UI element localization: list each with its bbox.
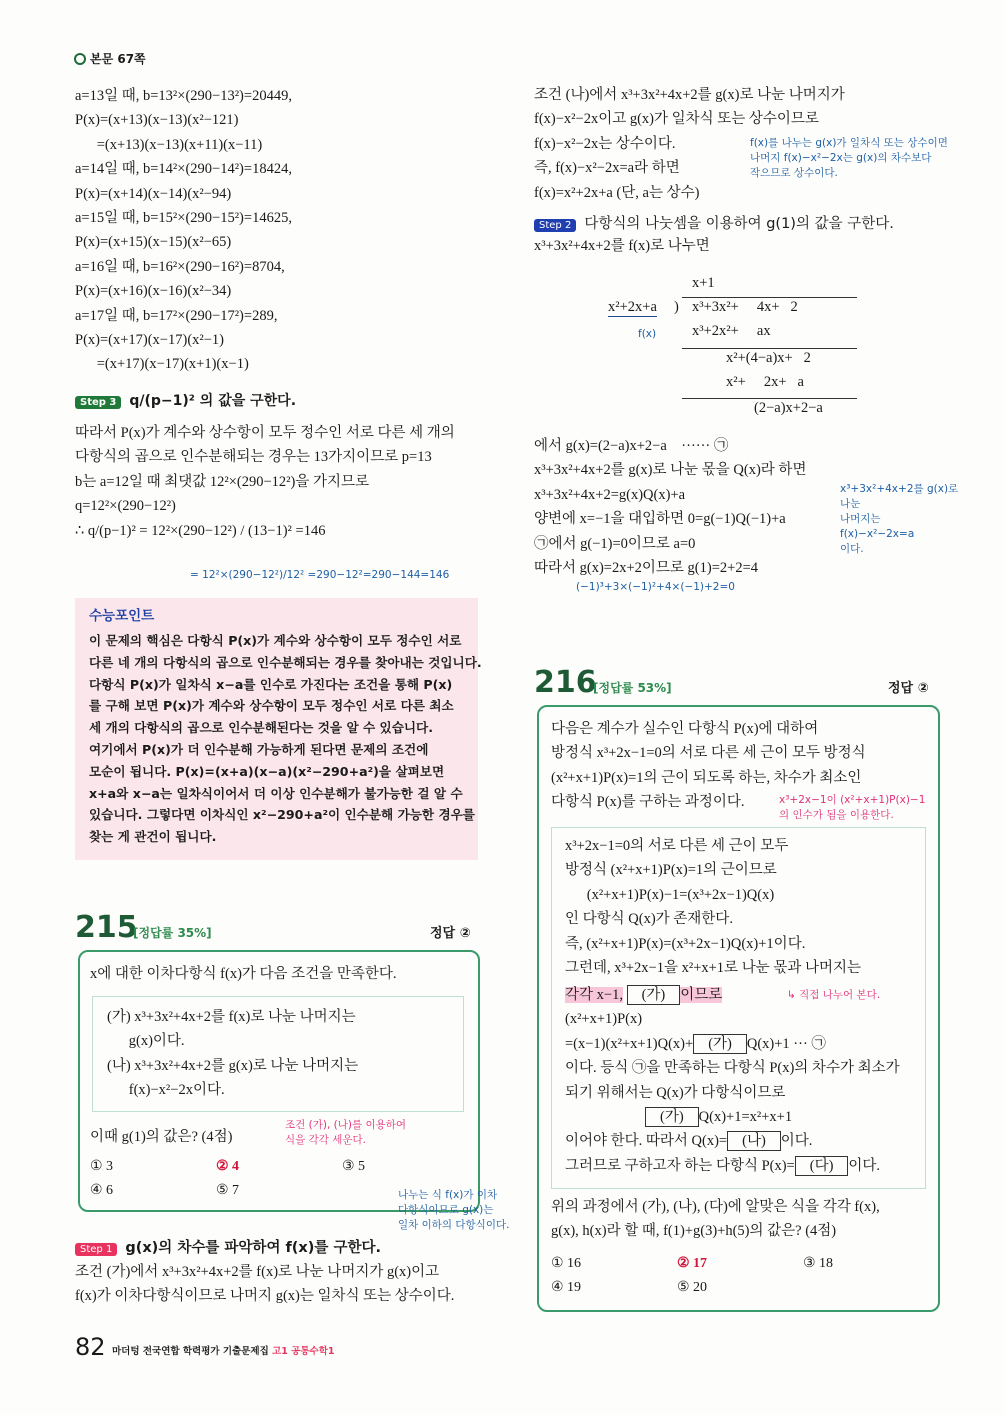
text-line: 다항식 P(x)를 구하는 과정이다.: [551, 794, 745, 811]
choice-4[interactable]: ④ 19: [551, 1280, 582, 1295]
text-line: 방정식 (x²+x+1)P(x)=1의 근이므로: [565, 862, 777, 879]
hint-note: ↳ 직접 나누어 본다.: [787, 989, 881, 1001]
text-line: f(x)가 이차다항식이므로 나머지 g(x)는 일차식 또는 상수이다.: [75, 1288, 455, 1305]
process-lines: [565, 834, 861, 980]
text-line: q=12²×(290−12²): [75, 498, 176, 515]
text-line: 다른 네 개의 다항식의 곱으로 인수분해되는 경우를 찾아내는 것입니다.: [89, 654, 482, 670]
note-substitution: (−1)³+3×(−1)²+4×(−1)+2=0: [576, 581, 735, 593]
choice-2[interactable]: ② 4: [216, 1159, 240, 1174]
choice-4[interactable]: ④ 6: [90, 1183, 114, 1198]
text-line: 조건 (가)에서 x³+3x²+4x+2를 f(x)로 나눈 나머지가 g(x)이고: [75, 1264, 440, 1280]
choice-1[interactable]: ① 3: [90, 1159, 114, 1174]
choice-5[interactable]: ⑤ 20: [677, 1280, 708, 1295]
text-line: 작으므로 상수이다.: [750, 167, 838, 179]
text-line: x³+3x²+4x+2를 f(x)로 나누면: [534, 238, 710, 254]
blank-ga: (가): [693, 1034, 747, 1054]
text-line: 일차 이하의 다항식이다.: [398, 1219, 510, 1231]
text-line: 세 개의 다항식의 곱으로 인수분해된다는 것을 알 수 있습니다.: [89, 720, 433, 736]
problem-question: 이때 g(1)의 값은? (4점): [90, 1129, 233, 1145]
text-line: (x²+x+1)P(x): [565, 1011, 643, 1028]
step3-badge: Step 3: [75, 396, 121, 409]
choice-5[interactable]: ⑤ 7: [216, 1183, 240, 1198]
text-line: x³+3x²+4x+2를 g(x)로 나눈: [840, 483, 959, 510]
problem-box: [78, 950, 480, 1212]
text-line: 있습니다. 그렇다면 이차식인 x²−290+a²이 인수분해 가능한 경우를: [89, 807, 475, 823]
process-box: x³+2x−1=0의 서로 다른 세 근이 모두 방정식 (x²+x+1)P(x)=1의 근이므로 (x²+x+1)P(x)−1=(x³+2x−1)Q(x) 인 다항식 Q(x)가 존재한다. 즉, (x²+x+1)P(x)=(x³+2x−1)Q(x)+1이다. 그런데, x³+2x−1을 x²+x+1로 나눈 몫과 나머지는 각각 x−1, (가) 이므로 (x²+x+1)P(x) =(x−1)(x²+x+1)Q(x)+ (가) Q(x)+1 ··· ㉠ 이다. 등식 ㉠을 만족하는 다항식 P(x)의 차수가 최소가 되기 위해서는 Q(x)가 다항식이므로 (가) Q(x)+1=x²+x+1 이어야 한다. 따라서 Q(x)= (나) 이다. 그러므로 구하고자 하는 다항식 P(x)= (다) 이다. ↳ 직접 나누어 본다.: [551, 827, 926, 1189]
text-line: (나) x³+3x²+4x+2를 g(x)로 나눈 나머지는: [107, 1057, 359, 1074]
text-line: a=16일 때, b=16²×(290−16²)=8704,: [75, 258, 285, 275]
step1-note: [398, 1188, 509, 1233]
text-line: 다항식의 곱으로 인수분해되는 경우는 13가지이므로 p=13: [75, 449, 432, 466]
text-line: 따라서 g(x)=2x+2이므로 g(1)=2+2=4: [534, 559, 758, 576]
text-line: g(x)이다.: [107, 1033, 185, 1050]
text-line: 이다. 등식 ㉠을 만족하는 다항식 P(x)의 차수가 최소가: [565, 1060, 900, 1077]
note-degree: [750, 136, 948, 181]
answer-label: 정답 ②: [430, 926, 471, 941]
text-line: ㉠에서 g(−1)=0이므로 a=0: [534, 535, 696, 552]
text-line: x³+2x−1이 (x²+x+1)P(x)−1: [779, 794, 926, 806]
blank-ga: (가): [627, 985, 681, 1005]
step3-note: = 12²×(290−12²)/12² =290−12²=290−144=146: [190, 569, 450, 581]
problem-number: 215: [75, 910, 138, 945]
step1-badge: Step 1: [75, 1243, 117, 1256]
blank-na: (나): [727, 1131, 781, 1151]
step2-badge: Step 2: [534, 219, 576, 232]
text-line: 즉, (x²+x+1)P(x)=(x³+2x−1)Q(x)+1이다.: [565, 935, 806, 952]
choice-1[interactable]: ① 16: [551, 1256, 582, 1271]
step3-lines: [75, 421, 455, 543]
hint-note: [285, 1118, 406, 1148]
text-line: P(x)=(x+16)(x−16)(x²−34): [75, 283, 232, 300]
text-line: g(x), h(x)라 할 때, f(1)+g(3)+h(5)의 값은? (4점): [551, 1223, 837, 1240]
text-line: 이 문제의 핵심은 다항식 P(x)가 계수와 상수항이 모두 정수인 서로: [89, 633, 462, 648]
step2-heading: Step 2 다항식의 나눗셈을 이용하여 g(1)의 값을 구한다.: [534, 212, 894, 233]
circle-icon: [74, 53, 86, 65]
text-line: 그런데, x³+2x−1을 x²+x+1로 나눈 몫과 나머지는: [565, 959, 861, 976]
text-line: 모순이 됩니다. P(x)=(x+a)(x−a)(x²−290+a²)을 살펴보면: [89, 763, 445, 779]
correct-rate: [정답률 53%]: [593, 681, 672, 695]
blank-da: (다): [795, 1156, 849, 1176]
text-line: 따라서 P(x)가 계수와 상수항이 모두 정수인 서로 다른 세 개의: [75, 425, 455, 441]
choice-3[interactable]: ③ 18: [803, 1256, 834, 1271]
text-line: f(x)−x²−2x이고 g(x)가 일차식 또는 상수이므로: [534, 111, 819, 128]
problem-box: [537, 705, 940, 1312]
text-line: f(x)−x²−2x는 상수이다.: [534, 135, 676, 152]
text-line: 인 다항식 Q(x)가 존재한다.: [565, 911, 733, 928]
page-reference: 본문 67쪽: [74, 50, 146, 67]
text-line: 나머지는: [840, 513, 881, 525]
note-remainder: [840, 482, 960, 557]
problem-number: 216: [534, 665, 597, 700]
text-line: 여기에서 P(x)가 더 인수분해 가능하게 된다면 문제의 조건에: [89, 741, 429, 757]
text-line: a=14일 때, b=14²×(290−14²)=18424,: [75, 161, 292, 178]
problem-question: [551, 1195, 880, 1244]
text-line: 찾는 게 관건이 됩니다.: [89, 829, 217, 845]
text-line: b는 a=12일 때 최댓값 12²×(290−12²)을 가지므로: [75, 473, 370, 490]
text-line: f(x)−x²−2x이다.: [107, 1082, 225, 1099]
choice-3[interactable]: ③ 5: [342, 1159, 366, 1174]
text-line: a=13일 때, b=13²×(290−13²)=20449,: [75, 88, 292, 104]
text-line: 즉, f(x)−x²−2x=a라 하면: [534, 160, 680, 177]
key-point-title: 수능포인트: [89, 608, 155, 624]
key-point-box: [75, 598, 482, 860]
key-point-lines: [89, 630, 482, 845]
solution-lines: [75, 84, 292, 377]
text-line: 위의 과정에서 (가), (나), (다)에 알맞은 식을 각각 f(x),: [551, 1199, 880, 1215]
hint-note: [779, 793, 925, 823]
right-lines-2: [534, 434, 806, 580]
footer-title: 마더텅 전국연합 학력평가 기출문제집 고1 공통수학1: [112, 1346, 335, 1357]
text-line: a=17일 때, b=17²×(290−17²)=289,: [75, 307, 278, 324]
text-line: 조건 (가), (나)를 이용하여: [285, 1119, 407, 1131]
text-line: (가) x³+3x²+4x+2를 f(x)로 나눈 나머지는: [107, 1009, 356, 1025]
text-line: 다항식이므로 g(x)는: [398, 1204, 494, 1216]
problem-intro: x에 대한 이차다항식 f(x)가 다음 조건을 만족한다.: [90, 966, 397, 982]
text-line: x+a와 x−a는 일차식이어서 더 이상 인수분해가 불가능한 걸 알 수: [89, 785, 463, 801]
text-line: 나누는 식 f(x)가 이차: [398, 1189, 498, 1201]
text-line: 이다.: [840, 543, 864, 555]
step3-heading: Step 3 q/(p−1)² 의 값을 구한다.: [75, 390, 296, 410]
blank-ga: (가): [645, 1107, 699, 1127]
text-line: 방정식 x³+2x−1=0의 서로 다른 세 근이 모두 방정식: [551, 745, 866, 762]
text-line: (x²+x+1)P(x)=1의 근이 되도록 하는, 차수가 최소인: [551, 769, 862, 786]
text-line: =(x+13)(x−13)(x+11)(x−11): [75, 136, 263, 153]
text-line: f(x)를 나누는 g(x)가 일차식 또는 상수이면: [750, 137, 948, 149]
text-line: ∴ q/(p−1)² = 12²×(290−12²) / (13−1)² =146: [75, 522, 326, 539]
step1-heading: Step 1 g(x)의 차수를 파악하여 f(x)를 구한다.: [75, 1236, 381, 1257]
step1-lines: [75, 1260, 454, 1309]
answer-label: 정답 ②: [888, 681, 929, 696]
text-line: f(x)−x²−2x=a: [840, 528, 915, 540]
text-line: P(x)=(x+17)(x−17)(x²−1): [75, 331, 225, 348]
text-line: 나머지 f(x)−x²−2x는 g(x)의 차수보다: [750, 152, 932, 164]
choice-2[interactable]: ② 17: [677, 1256, 708, 1271]
text-line: (x²+x+1)P(x)−1=(x³+2x−1)Q(x): [565, 886, 775, 903]
long-division: x+1 x²+2x+a ) x³+3x²+ 4x+ 2 f(x) x³+2x²+ ax x²+(4−a)x+ 2 x²+ 2x+ a (2−a)x+2−a: [600, 275, 870, 415]
correct-rate: [정답률 35%]: [133, 926, 212, 940]
text-line: 조건 (나)에서 x³+3x²+4x+2를 g(x)로 나눈 나머지가: [534, 87, 845, 103]
text-line: 되기 위해서는 Q(x)가 다항식이므로: [565, 1084, 786, 1101]
text-line: =(x+17)(x−17)(x+1)(x−1): [75, 356, 249, 373]
text-line: 다항식 P(x)가 일차식 x−a를 인수로 가진다는 조건을 통해 P(x): [89, 676, 453, 692]
text-line: f(x)=x²+2x+a (단, a는 상수): [534, 184, 700, 201]
text-line: a=15일 때, b=15²×(290−15²)=14625,: [75, 209, 292, 226]
text-line: 에서 g(x)=(2−a)x+2−a ······ ㉠: [534, 438, 729, 454]
text-line: 식을 각각 세운다.: [285, 1134, 367, 1146]
text-line: 다음은 계수가 실수인 다항식 P(x)에 대하여: [551, 721, 819, 737]
text-line: P(x)=(x+15)(x−15)(x²−65): [75, 234, 232, 251]
text-line: 를 구해 보면 P(x)가 계수와 상수항이 모두 정수인 서로 다른 최소: [89, 698, 454, 714]
text-line: P(x)=(x+14)(x−14)(x²−94): [75, 185, 232, 202]
text-line: x³+3x²+4x+2를 g(x)로 나눈 몫을 Q(x)라 하면: [534, 462, 807, 479]
text-line: 의 인수가 됨을 이용한다.: [779, 809, 894, 821]
text-line: x³+3x²+4x+2=g(x)Q(x)+a: [534, 486, 686, 503]
text-line: 양변에 x=−1을 대입하면 0=g(−1)Q(−1)+a: [534, 511, 786, 528]
text-line: x³+2x−1=0의 서로 다른 세 근이 모두: [565, 838, 789, 854]
conditions-box: [92, 996, 464, 1112]
text-line: P(x)=(x+13)(x−13)(x²−121): [75, 112, 239, 129]
page-number: 82: [75, 1333, 106, 1361]
